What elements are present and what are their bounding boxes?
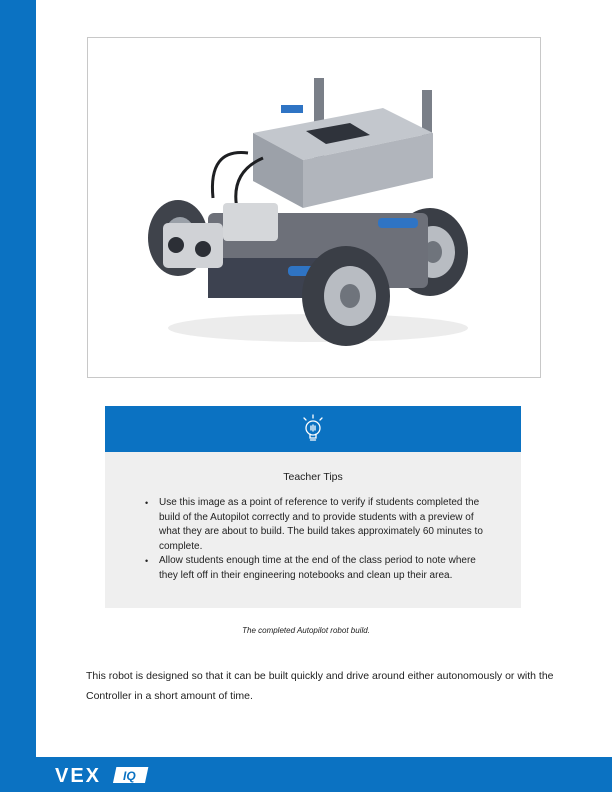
body-paragraph: This robot is designed so that it can be built quickly and drive around either autonomously or with the Controller in a short amount of time.	[86, 670, 554, 702]
teacher-tips-body	[105, 452, 521, 608]
svg-text:VEX: VEX	[55, 765, 102, 786]
teacher-tips-list	[145, 496, 495, 583]
teacher-tips-header	[105, 406, 521, 452]
tip-item: • Use this image as a point of reference to verify if students completed the build of the Autopilot correctly and to provide students with a preview of what they are about to build. The build takes approximately 60 minutes to complete.	[145, 496, 495, 554]
lightbulb-icon	[301, 414, 325, 449]
svg-text:IQ: IQ	[123, 769, 136, 783]
robot-photo	[87, 37, 541, 378]
figure-caption: The completed Autopilot robot build.	[242, 626, 370, 635]
left-brand-bar	[0, 0, 36, 792]
vex-iq-logo	[55, 764, 155, 791]
tip-item: • Allow students enough time at the end of the class period to note where they left off in their engineering notebooks and clean up their area.	[145, 554, 495, 583]
teacher-tips-title: Teacher Tips	[283, 471, 343, 483]
